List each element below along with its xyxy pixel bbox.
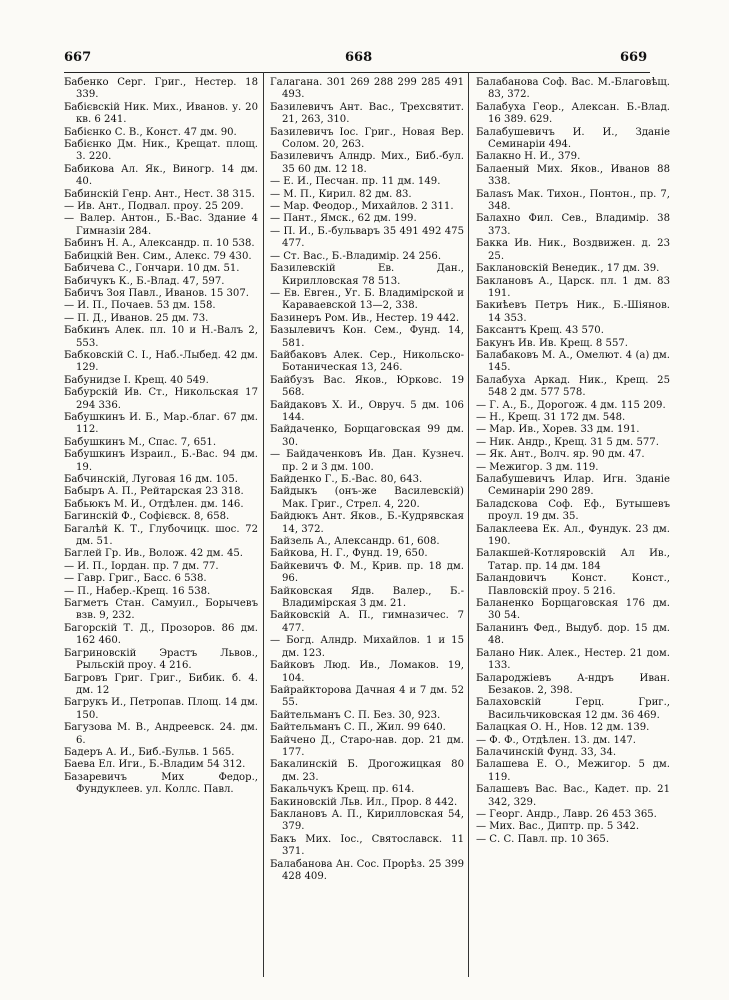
directory-entry: Балацкая О. Н., Нов. 12 дм. 139. <box>476 722 650 734</box>
directory-entry: Баклановскій Венедик., 17 дм. 39. <box>476 263 660 275</box>
directory-entry: Баева Ел. Иги., Б.-Владим 54 312. <box>64 759 246 771</box>
directory-entry: Бабичукъ К., Б.-Влад. 47, 597. <box>64 275 225 287</box>
directory-entry: Байдыкъ (онъ-же Василевскій) Мак. Григ., Стрел. 4, 220. <box>270 486 464 510</box>
directory-entry: Базилевичъ Іос. Григ., Новая Вер. Солом. 20, 263. <box>270 126 464 151</box>
directory-entry: Байдаченко, Борщаговская 99 дм. 30. <box>270 424 464 448</box>
directory-entry: Бадеръ А. И., Биб.-Бульв. 1 565. <box>64 746 235 758</box>
directory-entry: Баланинъ Фед., Выдуб. дор. 15 дм. 48. <box>476 622 670 647</box>
directory-entry: — Ев. Евген., Уг. Б. Владимірской и Караваевской 13—2, 338. <box>270 287 464 312</box>
directory-entry: Бабушкинъ М., Спас. 7, 651. <box>64 436 217 448</box>
directory-entry: Балабушевичъ И. И., Зданіе Семинаріи 494. <box>476 126 670 151</box>
directory-entry: Бакалинскій Б. Дрогожицкая 80 дм. 23. <box>270 759 464 783</box>
directory-entry: Бабієнко Дм. Ник., Крещат. площ. 3. 220. <box>64 139 258 163</box>
directory-entry: Багалѣй К. Т., Глубочицк. шос. 72 дм. 51. <box>64 523 258 548</box>
directory-entry: — П. Д., Иванов. 25 дм. 73. <box>64 312 209 324</box>
directory-entry: — Ст. Вас., Б.-Владимір. 24 256. <box>270 250 442 262</box>
directory-entry: Багрукъ И., Петропав. Площ. 14 дм. 150. <box>64 697 258 721</box>
directory-entry: — Гавр. Григ., Басс. 6 538. <box>64 573 207 585</box>
directory-entry: Багровъ Григ. Григ., Бибик. б. 4. дм. 12 <box>64 672 258 696</box>
directory-entry: Балароджіевъ А-ндръ Иван. Безаков. 2, 398. <box>476 672 670 696</box>
directory-entry: Бабкинъ Алек. пл. 10 и Н.-Валъ 2, 553. <box>64 325 258 349</box>
directory-entry: — Валер. Антон., Б.-Вас. Здание 4 Гимназіи 284. <box>64 213 258 237</box>
directory-entry: — М. П., Кирил. 82 дм. 83. <box>270 188 412 200</box>
directory-entry: Бабурскій Ив. Ст., Никольская 17 294 336. <box>64 387 258 411</box>
directory-entry: Балахно Фил. Сев., Владимір. 38 373. <box>476 213 670 237</box>
directory-entry: — Байдаченковъ Ив. Дан. Кузнеч. пр. 2 и 3 дм. 100. <box>270 449 464 473</box>
directory-entry: — Мар. Ив., Хорев. 33 дм. 191. <box>476 424 640 436</box>
directory-entry: Балаховскій Герц. Григ., Васильчиковская 12 дм. 36 469. <box>476 697 670 721</box>
directory-entry: Байчено Д., Старо-нав. дор. 21 дм. 177. <box>270 734 464 758</box>
directory-entry: Бабичъ Зоя Павл., Иванов. 15 307. <box>64 287 249 299</box>
directory-entry: Бабинскій Генр. Ант., Нест. 38 315. <box>64 188 255 200</box>
column-divider <box>263 72 264 977</box>
directory-entry: Байрайкторова Дачная 4 и 7 дм. 52 55. <box>270 684 464 709</box>
directory-entry: Байдюкъ Ант. Яков., Б.-Кудрявская 14, 372. <box>270 511 464 535</box>
directory-entry: Балабаковъ М. А., Омелют. 4 (а) дм. 145. <box>476 349 670 374</box>
directory-entry: Базаревичъ Мих Федор., Фундуклеев. ул. Коллс. Павл. <box>64 771 258 796</box>
directory-entry: Галагана. 301 269 288 299 285 491 493. <box>270 77 464 101</box>
directory-entry: Багинскій Ф., Софієвск. 8, 658. <box>64 511 230 523</box>
page-number: 669 <box>620 50 648 65</box>
directory-entry: Багузова М. В., Андреевск. 24. дм. 6. <box>64 722 258 746</box>
directory-entry: — Межигор. 3 дм. 119. <box>476 461 599 473</box>
directory-entry: Бабицкій Вен. Сим., Алекс. 79 430. <box>64 250 252 262</box>
directory-entry: Байдаковъ Х. И., Овруч. 5 дм. 106 144. <box>270 399 464 423</box>
directory-entry: Багорскій Т. Д., Прозоров. 86 дм. 162 460. <box>64 622 258 647</box>
directory-entry: Байбузъ Вас. Яков., Юрковс. 19 568. <box>270 374 464 399</box>
directory-entry: Багметъ Стан. Самуил., Борычевъ взв. 9, 232. <box>64 598 258 622</box>
page-number: 667 <box>64 50 92 65</box>
directory-entry: Балабуха Геор., Алексан. Б.-Влад. 16 389. 629. <box>476 101 670 126</box>
directory-entry: Байкова, Н. Г., Фунд. 19, 650. <box>270 548 428 560</box>
directory-entry: — П. И., Б.-бульваръ 35 491 492 475 477. <box>270 225 464 250</box>
directory-entry: Бакунъ Ив. Ив. Крещ. 8 557. <box>476 337 628 349</box>
directory-entry: Бакиѣевъ Петръ Ник., Б.-Шіянов. 14 353. <box>476 300 670 324</box>
directory-entry: Байкевичъ Ф. М., Крив. пр. 18 дм. 96. <box>270 560 464 585</box>
directory-entry: Балакно Н. И., 379. <box>476 151 581 163</box>
directory-entry: Балаsъ Мак. Тихон., Понтон., пр. 7, 348. <box>476 188 670 213</box>
directory-entry: Балаклеева Ек. Ал., Фундук. 23 дм. 190. <box>476 523 670 548</box>
directory-entry: — Г. А., Б., Дорогож. 4 дм. 115 209. <box>476 399 666 411</box>
directory-entry: Бакальчукъ Крещ. пр. 614. <box>270 784 415 796</box>
directory-entry: Балаеный Мих. Яков., Иванов 88 338. <box>476 163 670 188</box>
directory-entry: Балано Ник. Алек., Нестер. 21 дом. 133. <box>476 647 670 672</box>
directory-entry: — Георг. Андр., Лавр. 26 453 365. <box>476 808 657 820</box>
directory-entry: Бабушкинъ И. Б., Мар.-благ. 67 дм. 112. <box>64 411 258 436</box>
directory-entry: Базилевскій Ев. Дан., Кирилловская 78 513. <box>270 263 464 287</box>
directory-column-3 <box>476 77 670 846</box>
directory-entry: Бабикова Ал. Як., Виногр. 14 дм. 40. <box>64 163 258 188</box>
directory-entry: Баландовичъ Конст. Конст., Павловскій проу. 5 216. <box>476 573 670 597</box>
directory-entry: Баксантъ Крещ. 43 570. <box>476 325 604 337</box>
directory-entry: Балабанова Ан. Сос. Прорѣз. 25 399 428 409. <box>270 858 464 882</box>
header-rule <box>64 72 650 73</box>
directory-entry: Балабуха Аркад. Ник., Крещ. 25 548 2 дм. 577 578. <box>476 374 670 399</box>
directory-entry: Балабушевичъ Илар. Игн. Зданіе Семинаріи 290 289. <box>476 474 670 498</box>
directory-column-1 <box>64 77 258 797</box>
directory-entry: Бабьюкъ М. И., Отдѣлен. дм. 146. <box>64 498 244 510</box>
directory-entry: — И. П., Почаев. 53 дм. 158. <box>64 300 216 312</box>
directory-entry: Байковскій А. П., гимназичес. 7 477. <box>270 610 464 634</box>
directory-column-2 <box>270 77 464 883</box>
directory-entry: Бабичева С., Гончари. 10 дм. 51. <box>64 263 240 275</box>
directory-entry: Бабыръ А. П., Рейтарская 23 318. <box>64 486 244 498</box>
directory-entry: Байденко Г., Б.-Вас. 80, 643. <box>270 474 423 485</box>
directory-entry: Байковъ Люд. Ив., Ломаков. 19, 104. <box>270 660 464 684</box>
directory-entry: Базинеръ Ром. Ив., Нестер. 19 442. <box>270 312 460 324</box>
directory-entry: — Богд. Алндр. Михайлов. 1 и 15 дм. 123. <box>270 635 464 659</box>
directory-entry: Балакшей-Котляровскій Ал Ив., Татар. пр. 14 дм. 184 <box>476 548 670 572</box>
directory-entry: Баладскова Соф. Еф., Бутышевъ проул. 19 дм. 35. <box>476 498 670 523</box>
directory-entry: Бабенко Серг. Григ., Нестер. 18 339. <box>64 77 258 101</box>
directory-entry: — Пант., Ямск., 62 дм. 199. <box>270 213 417 225</box>
directory-entry: Бабієнко С. В., Конст. 47 дм. 90. <box>64 126 237 138</box>
directory-entry: Бакиновскій Льв. Ил., Прор. 8 442. <box>270 796 458 808</box>
directory-entry: Бабунидзе І. Крещ. 40 549. <box>64 374 209 386</box>
directory-entry: Бабковскій С. І., Наб.-Лыбед. 42 дм. 129. <box>64 349 258 374</box>
directory-entry: Бабинъ Н. А., Александр. п. 10 538. <box>64 238 255 250</box>
directory-entry: Баланенко Борщаговская 176 дм. 30 54. <box>476 598 670 622</box>
directory-entry: Багриновскій Эрастъ Львов., Рыльскій проу. 4 216. <box>64 647 258 672</box>
directory-entry: — Ник. Андр., Крещ. 31 5 дм. 577. <box>476 436 659 448</box>
directory-entry: Балачинскій Фунд. 33, 34. <box>476 746 617 758</box>
directory-entry: Базылевичъ Кон. Сем., Фунд. 14, 581. <box>270 325 464 349</box>
directory-entry: Бабчинскій, Луговая 16 дм. 105. <box>64 474 238 485</box>
directory-entry: — Н., Крещ. 31 172 дм. 548. <box>476 411 626 423</box>
directory-entry: — Мих. Вас., Диптр. пр. 5 342. <box>476 821 640 833</box>
directory-entry: Базилевичъ Ант. Вас., Трехсвятит. 21, 263, 310. <box>270 101 464 126</box>
directory-entry: Байтельманъ С. П., Жил. 99 640. <box>270 722 446 734</box>
page-number-row <box>0 50 729 70</box>
directory-entry: — П., Набер.-Крещ. 16 538. <box>64 585 211 597</box>
directory-entry: — Ив. Ант., Подвал. проу. 25 209. <box>64 201 244 213</box>
directory-entry: Байтельманъ С. П. Без. 30, 923. <box>270 709 441 721</box>
directory-entry: Байбаковъ Алек. Сер., Никольско-Ботаническая 13, 246. <box>270 349 464 374</box>
directory-entry: Балашевъ Вас. Вас., Кадет. пр. 21 342, 329. <box>476 784 670 808</box>
directory-entry: Бакка Ив. Ник., Воздвижен. д. 23 25. <box>476 238 670 262</box>
directory-entry: — С. С. Павл. пр. 10 365. <box>476 833 610 845</box>
directory-entry: Байзель А., Александр. 61, 608. <box>270 536 440 548</box>
directory-entry: Базилевичъ Алндр. Мих., Биб.-бул. 35 60 дм. 12 18. <box>270 151 464 175</box>
page-number: 668 <box>345 50 373 65</box>
directory-entry: — Ф. Ф., Отдѣлен. 13. дм. 147. <box>476 734 637 746</box>
directory-entry: Бабієвскій Ник. Мих., Иванов. у. 20 кв. 6 241. <box>64 101 258 126</box>
directory-entry: Бабушкинъ Израил., Б.-Вас. 94 дм. 19. <box>64 449 258 473</box>
directory-entry: — Мар. Феодор., Михайлов. 2 311. <box>270 201 454 213</box>
directory-entry: Баглей Гр. Ив., Волож. 42 дм. 45. <box>64 548 243 560</box>
directory-entry: Баклановъ А. П., Кирилловская 54, 379. <box>270 808 464 833</box>
directory-entry: Баклановъ А., Царск. пл. 1 дм. 83 191. <box>476 275 670 299</box>
directory-entry: — Е. И., Песчан. пр. 11 дм. 149. <box>270 176 441 188</box>
directory-entry: Балабанова Соф. Вас. М.-Благовѣщ. 83, 372. <box>476 77 670 101</box>
directory-entry: Байковская Ядв. Валер., Б.-Владимірская 3 дм. 21. <box>270 585 464 610</box>
directory-entry: — Як. Ант., Волч. яр. 90 дм. 47. <box>476 449 645 461</box>
directory-entry: Балашева Е. О., Межигор. 5 дм. 119. <box>476 759 670 783</box>
directory-entry: — И. П., Іордан. пр. 7 дм. 77. <box>64 560 219 572</box>
directory-entry: Бакъ Мих. Іос., Святославск. 11 371. <box>270 833 464 858</box>
column-divider <box>468 72 469 977</box>
